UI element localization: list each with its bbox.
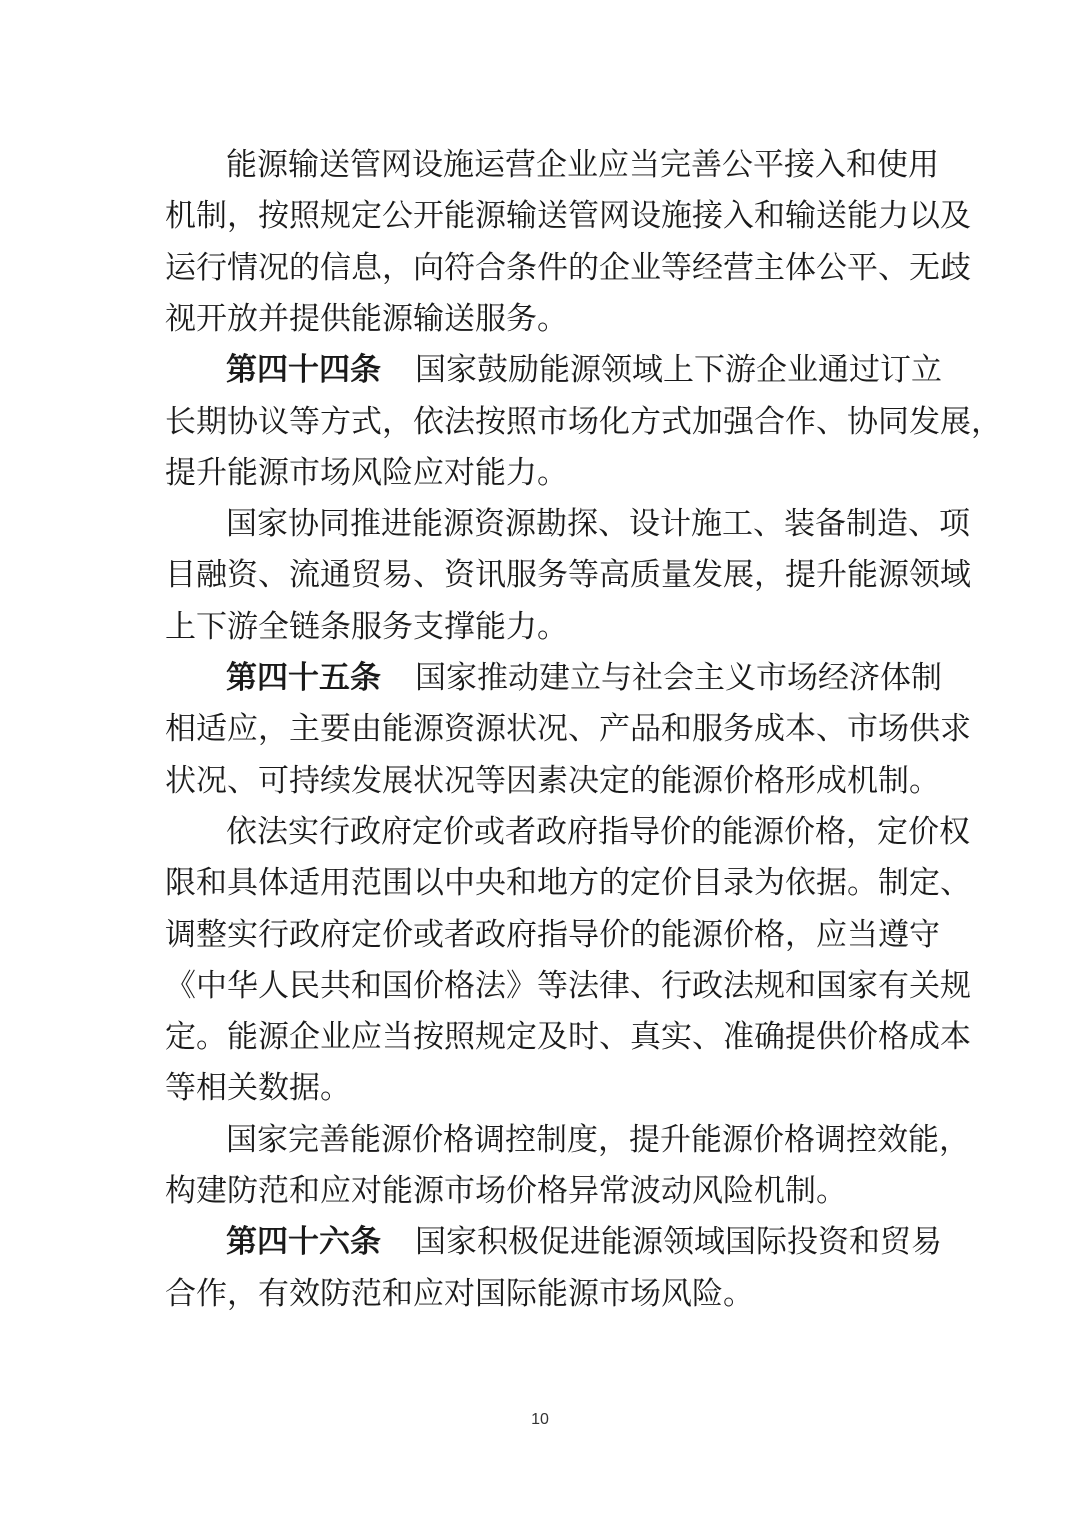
line-text: 提升能源市场风险应对能力。 <box>165 454 568 491</box>
line-text: 限和具体适用范围以中央和地方的定价目录为依据。制定、 <box>165 865 971 902</box>
line-text: 等相关数据。 <box>165 1070 351 1107</box>
text-line <box>165 1061 915 1115</box>
text-line <box>165 600 915 654</box>
line-text: 定。能源企业应当按照规定及时、真实、准确提供价格成本 <box>165 1019 971 1056</box>
line-text: 国家积极促进能源领域国际投资和贸易 <box>415 1224 942 1261</box>
line-text: 依法实行政府定价或者政府指导价的能源价格，定价权 <box>226 813 970 850</box>
text-line <box>165 702 971 756</box>
text-line <box>165 189 971 243</box>
line-text: 视开放并提供能源输送服务。 <box>165 300 568 337</box>
line-text: 长期协议等方式，依法按照市场化方式加强合作、协同发展， <box>165 403 1002 440</box>
text-line <box>165 446 915 500</box>
article-title: 第四十六条 <box>226 1224 381 1261</box>
article-title: 第四十四条 <box>226 352 381 389</box>
line-text: 构建防范和应对能源市场价格异常波动风险机制。 <box>165 1173 847 1209</box>
text-line <box>165 959 971 1013</box>
line-text: 国家鼓励能源领域上下游企业通过订立 <box>415 352 942 389</box>
line-text: 能源输送管网设施运营企业应当完善公平接入和使用 <box>226 147 939 183</box>
line-text: 运行情况的信息，向符合条件的企业等经营主体公平、无歧 <box>165 249 971 286</box>
line-text: 目融资、流通贸易、资讯服务等高质量发展，提升能源领域 <box>165 557 971 594</box>
text-line <box>165 1267 915 1321</box>
article-line <box>226 1215 942 1269</box>
text-line <box>165 241 971 295</box>
text-line <box>165 1010 971 1064</box>
text-line <box>165 754 940 808</box>
line-text: 调整实行政府定价或者政府指导价的能源价格，应当遵守 <box>165 916 940 953</box>
line-text: 国家完善能源价格调控制度，提升能源价格调控效能， <box>226 1121 970 1158</box>
text-line <box>226 138 939 192</box>
article-line <box>226 343 942 397</box>
text-line <box>165 856 971 910</box>
text-line <box>226 805 970 859</box>
text-line <box>165 1164 915 1218</box>
line-text: 相适应，主要由能源资源状况、产品和服务成本、市场供求 <box>165 711 971 748</box>
line-text: 状况、可持续发展状况等因素决定的能源价格形成机制。 <box>165 762 940 799</box>
line-text: 合作，有效防范和应对国际能源市场风险。 <box>165 1275 754 1312</box>
line-text: 国家协同推进能源资源勘探、设计施工、装备制造、项 <box>226 506 970 543</box>
article-title: 第四十五条 <box>226 660 381 696</box>
article-line <box>226 651 942 705</box>
text-line <box>226 497 970 551</box>
line-text: 机制，按照规定公开能源输送管网设施接入和输送能力以及 <box>165 198 971 235</box>
text-line <box>165 395 1002 449</box>
text-line <box>165 292 915 346</box>
text-line <box>165 908 940 962</box>
page-number: 10 <box>531 1411 549 1428</box>
text-line <box>226 1113 970 1167</box>
line-text: 上下游全链条服务支撑能力。 <box>165 608 568 645</box>
text-line <box>165 548 971 602</box>
line-text: 《中华人民共和国价格法》等法律、行政法规和国家有关规 <box>165 967 971 1004</box>
line-text: 国家推动建立与社会主义市场经济体制 <box>415 660 942 696</box>
